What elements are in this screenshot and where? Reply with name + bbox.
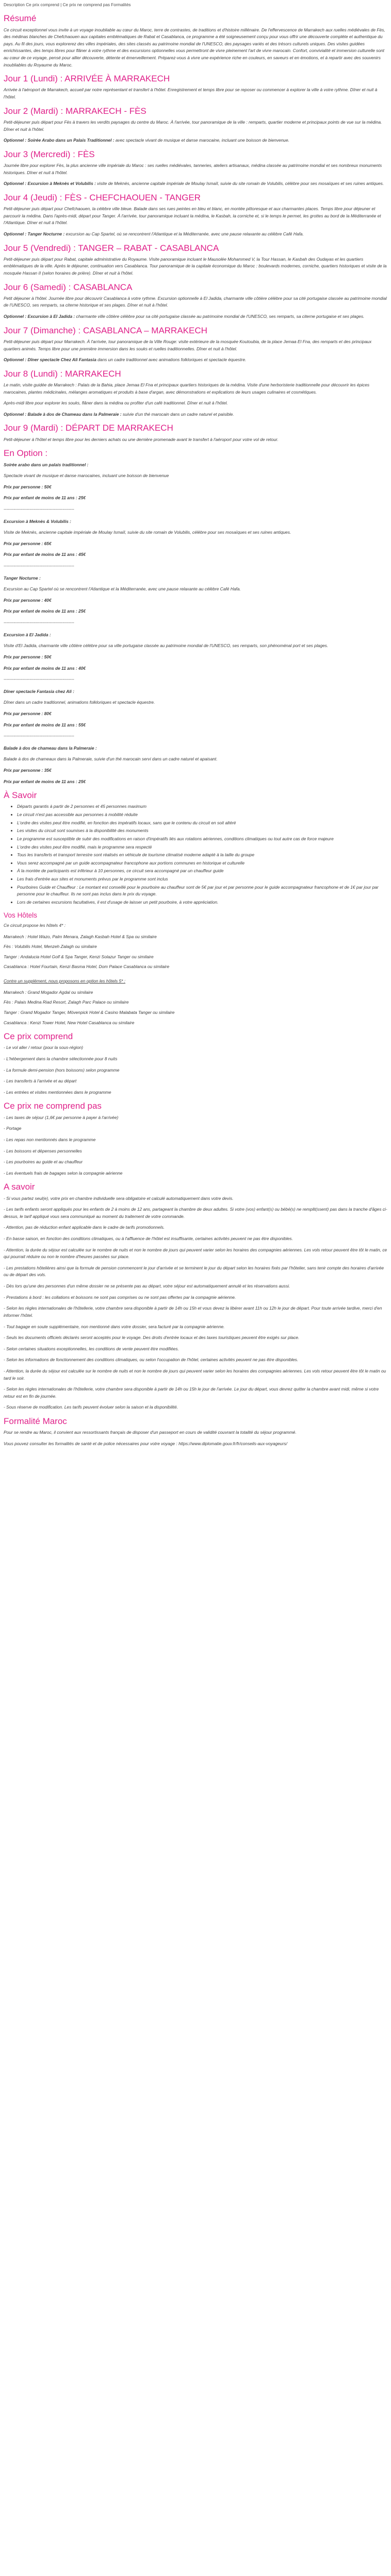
day-paragraph [4,313,387,320]
asavoir2-item: - En basse saison, en fonction des conditions climatiques, ou à l'affluence de l'hôtel est insuffisante, certaines activités peuvent ne pas être disponibles. [4,1236,293,1242]
excludes-item: - Les repas non mentionnés dans le programme [4,1137,96,1142]
option-child-price: Prix par enfant de moins de 11 ans : 40€ [4,665,86,671]
day-text: Arrivée à l'aéroport de Marrakech, accueil par notre représentant et transfert à l'hôtel. Enregistrement et temps libre pour se reposer ou commencer à explorer la ville à votre rythme. Dîner et nuit à l'hôtel. [4,87,378,100]
day-paragraph [4,338,387,352]
asavoir2-item: - Selon les règles internationales de l'hôtellerie, votre chambre sera disponible à partir de 14h ou 15h le jour de l'arrivée. Le jour du départ, vous devrez quitter la chambre avant midi, même si votre retour est en fin de journée. [4,1386,379,1399]
day-paragraph [4,382,387,396]
day-text: Après-midi libre pour explorer les souks, flâner dans la médina ou profiter d'un café traditionnel. Dîner et nuit à l'hôtel. [4,400,228,406]
option-child-price: Prix par enfant de moins de 11 ans : 25€ [4,608,86,614]
asavoir2-item: - Attention, pas de réduction enfant applicable dans le cadre de tarifs promotionnels. [4,1225,165,1230]
option-separator: ------------------------------------------------- [4,676,74,682]
option-name: Balade à dos de chameau dans la Palmeraie : [4,745,97,751]
asavoir2-item: - Les tarifs enfants seront appliqués pour les enfants de 2 à moins de 12 ans, partageant la chambre de deux adultes. Si votre (vos) enfant(s) ou bébé(s) ne remplit(ssent) pas dans la tranche d'âges ci-dessus, le tarif appliqué vous sera communiqué au moment du traitement de votre commande. [4,1207,387,1219]
day-text: Petit-déjeuner puis départ pour Fès à travers les verdits paysages du centre du Maroc. À l'arrivée, tour panoramique de la ville : remparts, quartier moderne et principaux points de vue sur la médina. Dîner et nuit à l'hôtel. [4,119,382,132]
asavoir-item: • Les visites du circuit sont soumises à la disponibilité des monuments [17,827,387,835]
asavoir-item: • Départs garantis à partir de 2 personnes et 45 personnes maximum [17,803,387,810]
option-separator: ------------------------------------------------- [4,563,74,569]
day-text: suivie d'un thé marocain dans un cadre naturel et paisible. [121,411,234,417]
day-title: Jour 2 (Mardi) : MARRAKECH - FÈS [4,106,146,116]
asavoir-item: • Les frais d'entrée aux sites et monuments prévus par le programme sont inclus [17,876,387,883]
day-paragraph [4,256,387,277]
asavoir-title: À Savoir [4,790,37,801]
hotels-list-5 [4,989,387,1026]
day-paragraph [4,119,387,133]
day-paragraph [4,180,387,188]
formalites-paragraph: Pour se rendre au Maroc, il convient aux ressortissants français de disposer d'un passeport en cours de validité couvrant la totalité du séjour programmé. [4,1430,297,1435]
options-title: En Option : [4,448,48,459]
option-separator: ------------------------------------------------- [4,620,74,625]
day-title: Jour 6 (Samedi) : CASABLANCA [4,282,133,292]
day-title: Jour 3 (Mercredi) : FÈS [4,149,95,159]
option-desc: Visite d'El Jadida, charmante ville côtière célèbre pour sa ville portugaise classée au patrimoine mondial de l'UNESCO, ses remparts, son phénoménal port et ses plages. [4,643,329,649]
asavoir-item: • Pourboires Guide et Chauffeur : Le montant est conseillé pour le pourboire au chauffeur sont de 5€ par jour et par personne pour le guide accompagnateur francophone et de 1€ par jour par personne pour le chauffeur. Ils ne sont pas inclus dans le prix du voyage. [17,884,387,898]
day-paragraph [4,295,387,309]
day-text: Le matin, visite guidée de Marrakech : Palais de la Bahia, place Jemaa El Fna et principaux quartiers historiques de la médina. Visite d'une herboristerie traditionnelle pour découvrir les épices marocaines, plantes médicinales, mélanges aromatiques et produits à base d'argan, avec démonstrations et explications de leurs usages culinaires et cosmétiques. [4,382,370,395]
day-paragraph [4,357,387,364]
asavoir-list [4,803,387,906]
hotel-line-5: Casablanca : Kenzi Tower Hotel, New Hotel Casablanca ou similaire [4,1020,135,1025]
hotels-list-4 [4,934,387,971]
option-separator: ------------------------------------------------- [4,733,74,739]
itinerary [4,73,387,443]
day-text: excursion au Cap Spartel, où se rencontrent l'Atlantique et la Méditerranée, avec une pause relaxante au célèbre Café Hafa. [64,231,304,236]
option-child-price: Prix par enfant de moins de 11 ans : 25€ [4,778,86,784]
day-title: Jour 5 (Vendredi) : TANGER – RABAT - CASABLANCA [4,243,219,253]
asavoir-item: • L'ordre des visites peut être modifié, en fonction des impératifs locaux, sans que le contenu du circuit en soit altéré [17,820,387,827]
asavoir2-item: - Selon les règles internationales de l'hôtellerie, votre chambre sera disponible à partir de 14h ou 15h et vous devez la libérer avant 11h ou 12h le jour de départ. Pour toute arrivée tardive, merci d'en informer l'hôtel. [4,1306,382,1318]
includes-item: - Le vol aller / retour (pour la sous-région) [4,1045,84,1050]
option-desc: Balade à dos de chameaux dans la Palmeraie, suivie d'un thé marocain servi dans un cadre naturel et apaisant. [4,756,218,762]
hotel-line: Casablanca : Hotel Fourtain, Kenzi Basma Hotel, Dom Palace Casablanca ou similaire [4,964,170,970]
asavoir2-title: A savoir [4,1182,35,1192]
asavoir-item: • Le circuit n'est pas accessible aux personnes à mobilité réduite [17,811,387,819]
hotel-line-5: Tanger : Grand Mogador Tanger, Mövenpick Hotel & Casino Malabata Tanger ou similaire [4,1009,175,1015]
day-paragraph [4,87,387,100]
resume-text: Ce circuit exceptionnel vous invite à un voyage inoubliable au cœur du Maroc, terre de contrastes, de traditions et d'histoire millénaire. De l'effervescence de Marrakech aux ruelles médiévales de Fès, des médinas blanches de Chefchaouen aux capitales emblématiques de Rabat et Casablanca, ce programme a été soigneusement conçu pour vous offrir une découverte complète et authentique du pays. Au fil des jours, vous explorerez des villes impériales, des sites classés au patrimoine mondial de l'UNESCO, des paysages variés et des trésors culturels uniques. Des visites guidées enrichissantes, des temps libres pour flâner à votre rythme et des excursions optionnelles vous permettront de vivre pleinement l'art de vivre marocain. Confort, convivialité et immersion culturelle sont au cœur de ce voyage, pensé pour allier découverte, détente et émerveillement. Préparez-vous à vivre une expérience riche en couleurs, en saveurs et en émotions, et à repartir avec des souvenirs inoubliables du Royaume du Maroc. [4,27,385,67]
day-paragraph [4,400,387,407]
day-paragraph [4,231,387,238]
day-paragraph [4,411,387,418]
hotel-line-5: Marrakech : Grand Mogador Agdal ou similaire [4,989,93,995]
includes-item: - Les transferts à l'arrivée et au départ [4,1078,77,1084]
option-price: Prix par personne : 50€ [4,654,52,659]
asavoir-item: • Le programme est susceptible de subir des modifications en raison d'impératifs liés aux rotations aériennes, conditions climatiques ou tout autre cas de force majeure [17,836,387,843]
day-text: Journée libre pour explorer Fès, la plus ancienne ville impériale du Maroc : ses ruelles médiévales, tanneries, ateliers artisanaux, médina classée au patrimoine mondial et ses nombreux monuments historiques. Dîner et nuit à l'hôtel. [4,162,382,175]
asavoir2-item: - Selon certaines situations exceptionnelles, les conditions de vente peuvent être modifiées. [4,1346,179,1351]
day-option-lead: Optionnel : Dîner spectacle Chez Ali Fantasia [4,357,96,363]
hotel-line: Tanger : Andalucia Hotel Golf & Spa Tanger, Kenzi Solazur Tanger ou similaire [4,954,154,959]
day-text: Petit déjeuner à l'hôtel. Journée libre pour découvrir Casablanca à votre rythme. Excursion optionnelle à El Jadida, charmante ville côtière célèbre pour sa cité portugaise classée au patrimoine mondial de l'UNESCO, ses remparts, sa citerne historique et ses plages. Dîner et nuit à l'hôtel. [4,295,387,308]
asavoir2-item: - Dès lors qu'une des personnes d'un même dossier ne se présente pas au départ, votre séjour est automatiquement annulé et les réservations aussi. [4,1283,290,1289]
formalites-text [4,1429,387,1447]
formalites-title: Formalité Maroc [4,1416,67,1426]
excludes-item: - Les boissons et dépenses personnelles [4,1148,82,1154]
day-title: Jour 7 (Dimanche) : CASABLANCA – MARRAKECH [4,325,207,335]
hotel-line: Fès : Volubilis Hotel, Menzeh Zalagh ou similaire [4,944,97,950]
asavoir2-item: - Selon les informations de fonctionnement des conditions climatiques, ou selon l'occupation de l'hôtel, certaines activités peuvent ne pas être disponibles. [4,1357,299,1363]
excludes-item: - Les pourboires au guide et au chauffeur [4,1159,83,1165]
day-paragraph [4,137,387,144]
hotel-line: Marrakech : Hotel Wazo, Palm Menara, Zalagh Kasbah Hotel & Spa ou similaire [4,934,157,939]
page-root [0,2,391,1447]
option-desc: Spectacle vivant de musique et danse marocaines, incluant une boisson de bienvenue [4,473,169,479]
asavoir2-item: - Sous réserve de modification. Les tarifs peuvent évoluer selon la saison et la disponibilité. [4,1404,178,1410]
day-title: Jour 1 (Lundi) : ARRIVÉE À MARRAKECH [4,74,170,84]
includes-title: Ce prix comprend [4,1031,73,1042]
asavoir2-item: - Attention, la durée du séjour est calculée sur le nombre de nuits et non le nombre de jours qui peuvent varier selon les horaires des compagnies aériennes. Les vols retour peuvent être tôt le matin ou tard le soir. [4,1368,386,1381]
option-name: Excursion à El Jadida : [4,632,51,637]
day-text: Petit-déjeuner puis départ pour Marrakech. À l'arrivée, tour panoramique de la Ville Rouge: visite extérieure de la mosquée Koutoubia, de la place Jemaa El Fna, des remparts et des principaux quartiers animés. Temps libre pour une première immersion dans les souks et ruelles traditionnelles. Dîner et nuit à l'hôtel. [4,338,372,351]
day-paragraph [4,436,387,444]
hotels-title: Vos Hôtels [4,911,37,920]
day-text: Petit-déjeuner puis départ pour Chefchaouen, la célèbre ville bleue. Balade dans ses rues peintes en bleu et blanc, en montée pittoresque et aux charmantes places. Temps libre pour déjeuner et parcourir la médina. Dans l'après-midi, départ pour Tanger. À l'arrivée, tour panoramique incluant la médina, le Kasbah, la corniche et, si le temps le permet, les grottes au bord de la Méditerranée et l'Atlantique. Dîner et nuit à l'hôtel. [4,206,381,226]
day-text: charmante ville côtière célèbre pour sa cité portugaise classée au patrimoine mondial de l'UNESCO, ses remparts, sa citerne portugaise et ses plages. [75,314,365,319]
day-option-lead: Optionnel : Excursion à Meknès et Volubilis : [4,181,96,187]
includes-list [4,1044,387,1096]
asavoir2-list [4,1195,387,1411]
excludes-title: Ce prix ne comprend pas [4,1101,102,1111]
hotels-intro: Ce circuit propose les hôtels 4* : [4,923,66,928]
includes-item: - La formule demi-pension (hors boissons) selon programme [4,1067,120,1073]
excludes-item: - Portage [4,1126,22,1131]
resume-title: Résumé [4,13,37,24]
option-desc: Excursion au Cap Spartel où se rencontrent l'Atlantique et la Méditerranée, avec une pause relaxante au célèbre Café Hafa. [4,586,241,592]
asavoir-item: • Vous serez accompagné par un guide accompagnateur francophone aux portions communes en historique et culturelle [17,860,387,867]
excludes-item: - Les éventuels frais de bagages selon la compagnie aérienne [4,1170,123,1176]
hotel-line-5: Fès : Palais Medina Riad Resort, Zalagh Parc Palace ou similaire [4,999,129,1005]
hotels-intro-5: Contre un supplément, nous proposons en option les hôtels 5* : [4,978,126,984]
excludes-list [4,1114,387,1177]
option-separator: ------------------------------------------------- [4,506,74,512]
option-name: Excursion à Meknès & Volubilis : [4,518,71,524]
day-paragraph [4,206,387,227]
excludes-item: - Les taxes de séjour (1,6€ par personne à payer à l'arrivée) [4,1114,119,1120]
asavoir2-item: - Si vous partez seul(e), votre prix en chambre individuelle sera obligatoire et calculé automatiquement dans votre devis. [4,1195,234,1201]
option-price: Prix par personne : 65€ [4,540,52,546]
asavoir-item: • À la montée de participants est inférieur à 10 personnes, ce circuit sera accompagné par un chauffeur guide [17,868,387,875]
option-desc: Visite de Meknès, ancienne capitale impériale de Moulay Ismaïl, suivie du site romain de Volubilis, célèbre pour ses mosaïques et ses ruines antiques. [4,530,291,535]
asavoir-item: • Lors de certaines excursions facultatives, il est d'usage de laisser un petit pourboire, à votre appréciation. [17,899,387,906]
option-price: Prix par personne : 80€ [4,710,52,716]
option-price: Prix par personne : 35€ [4,767,52,773]
options-list [4,462,387,786]
day-title: Jour 4 (Jeudi) : FÈS - CHEFCHAOUEN - TANGER [4,192,201,202]
asavoir2-item: - Les prestations hôtelières ainsi que la formule de pension commencent le jour d'arrivée et se terminent le jour du départ selon les horaires fixés par l'hôtelier, sans tenir compte des horaires d'arrivée ou de départ des vols. [4,1265,384,1278]
option-desc: Dîner dans un cadre traditionnel, animations folkloriques et spectacle équestre. [4,700,155,705]
option-name: Tanger Nocturne : [4,575,41,581]
day-option-lead: Optionnel : Balade à dos de Chameau dans la Palmeraie : [4,411,122,417]
option-child-price: Prix par enfant de moins de 11 ans : 45€ [4,552,86,557]
asavoir-item: • L'ordre des visites peut être modifié, mais le programme sera respecté [17,844,387,851]
includes-item: - Les entrées et visites mentionnées dans le programme [4,1089,111,1095]
day-text: avec spectacle vivant de musique et danse marocaine, incluant une boisson de bienvenue. [114,138,289,143]
day-text: dans un cadre traditionnel avec animations folkloriques et spectacle équestre. [96,357,247,363]
day-text: visite de Meknès, ancienne capitale impériale de Moulay Ismaïl, suivie du site romain de Volubilis, célèbre pour ses mosaïques et ses ruines antiques. [95,181,384,187]
asavoir-item: • Tous les transferts et transport terrestre sont réalisés en véhicule de tourisme climatisé moderne adapté à la taille du groupe [17,852,387,859]
asavoir2-item: - Tout bagage en soute supplémentaire, non mentionné dans votre dossier, sera facturé par la compagnie aérienne. [4,1324,225,1329]
day-option-lead: Optionnel : Excursion à El Jadida : [4,314,75,319]
day-title: Jour 8 (Lundi) : MARRAKECH [4,368,121,379]
day-paragraph [4,162,387,176]
asavoir2-item: - Attention, la durée du séjour est calculée sur le nombre de nuits et non le nombre de jours qui peuvent varier selon les horaires des compagnies aériennes. Les vols retour peuvent être tôt le matin, ce qui pourrait réduire ou non le nombre d'heures passées sur place. [4,1247,387,1260]
includes-item: - L'hébergement dans la chambre sélectionnée pour 8 nuits [4,1056,118,1061]
breadcrumb: Description Ce prix comprend | Ce prix ne comprend pas Formalités [4,3,131,7]
option-child-price: Prix par enfant de moins de 11 ans : 25€ [4,495,86,501]
day-option-lead: Optionnel : Soirée Arabo dans un Palais Traditionnel : [4,138,115,143]
asavoir2-item: - Seuls les documents officiels déclarés seront acceptés pour le voyage. Des droits d'entrée locaux et des taxes touristiques peuvent être exigés sur place. [4,1335,300,1341]
day-title: Jour 9 (Mardi) : DÉPART DE MARRAKECH [4,423,173,433]
day-option-lead: Optionnel : Tanger Nocturne : [4,231,65,236]
asavoir2-item: - Prestations à bord : les collations et boissons ne sont pas comprises ou ne sont pas offertes par la compagnie aérienne. [4,1294,236,1300]
option-name: Soirée arabo dans un palais traditionnel : [4,462,89,467]
formalites-paragraph: Vous pouvez consulter les formalités de santé et de police nécessaires pour votre voyage : https://www.diplomatie.gouv.fr/fr/conseils-aux-voyageurs/ [4,1440,287,1446]
option-name: Dîner spectacle Fantasia chez Ali : [4,688,74,694]
day-text: Petit-déjeuner à l'hôtel et temps libre pour les derniers achats ou une dernière promenade avant le transfert à l'aéroport pour votre vol de retour. [4,436,279,442]
option-price: Prix par personne : 40€ [4,597,52,603]
day-text: Petit-déjeuner puis départ pour Rabat, capitale administrative du Royaume. Visite panoramique incluant le Mausolée Mohammed V, la Tour Hassan, le Kasbah des Oudayas et les quartiers emblématiques de la ville. Après le déjeuner, continuation vers Casablanca. Tour panoramique de la capitale économique du Maroc : boulevards modernes, corniche, quartiers historiques et visite de la mosquée Hassan II (selon horaires de prière). Dîner et nuit à l'hôtel. [4,256,387,276]
option-price: Prix par personne : 50€ [4,484,52,489]
option-child-price: Prix par enfant de moins de 11 ans : 55€ [4,722,86,727]
